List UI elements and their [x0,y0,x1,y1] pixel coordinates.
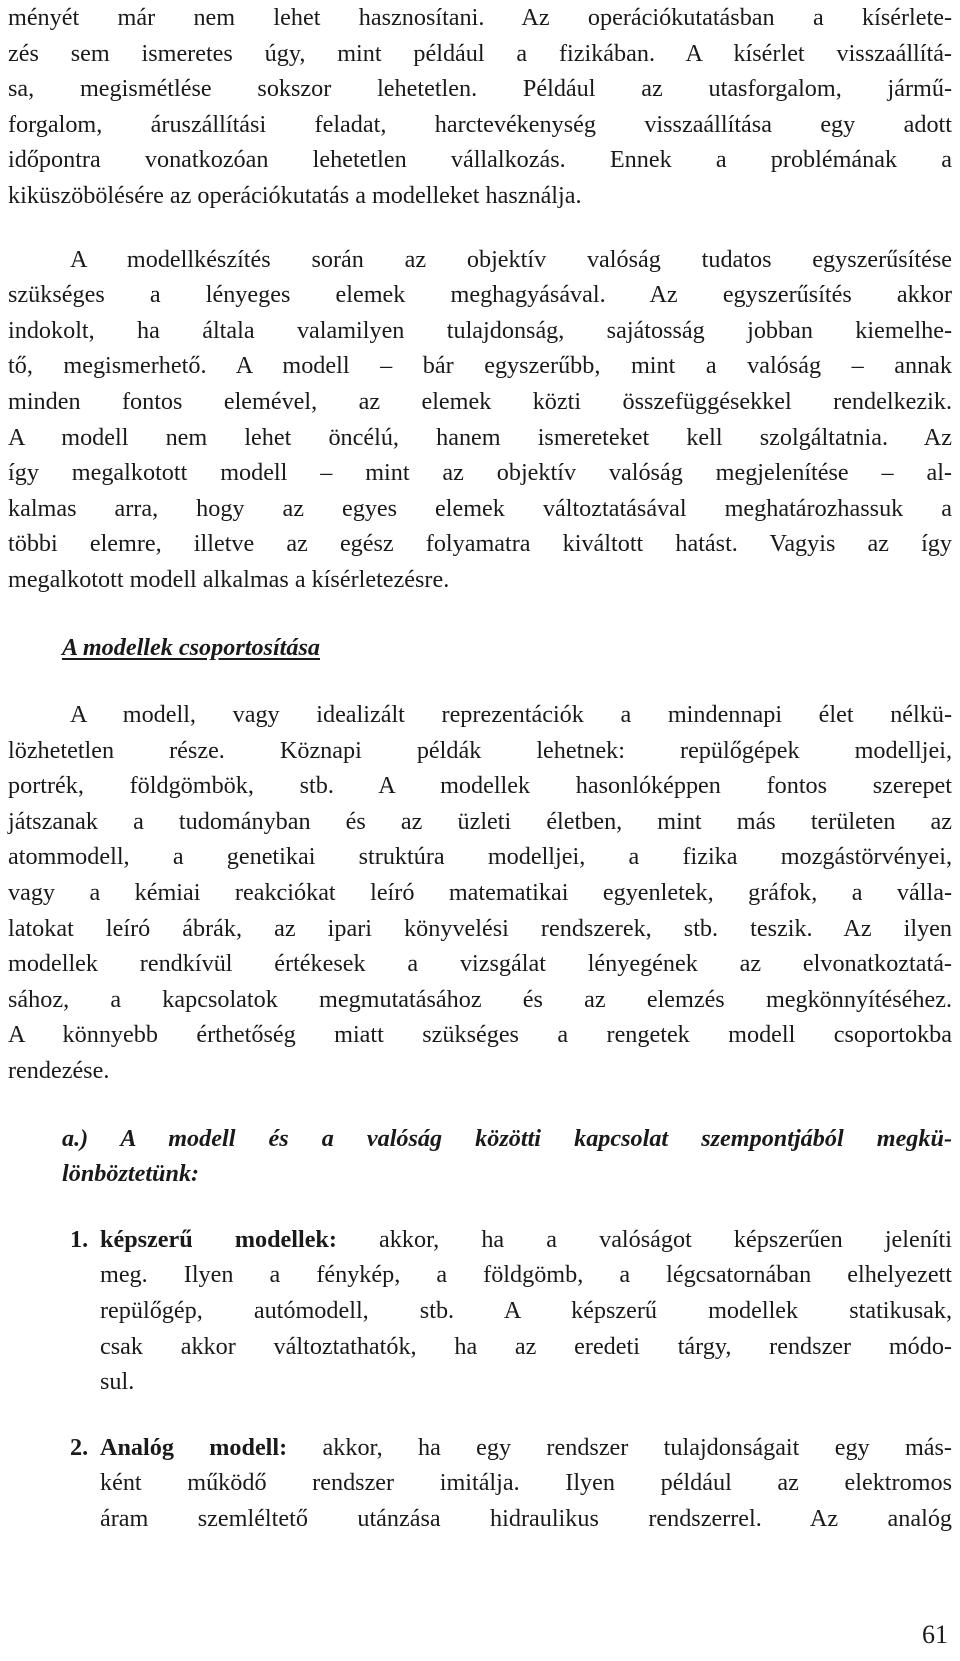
list-item [8,1430,952,1537]
text-line: időpontra vonatkozóan lehetetlen vállalkozás. Ennek a problémának a [8,146,952,174]
section-title: A modellek csoportosítása [62,633,321,661]
text-line [100,1430,952,1466]
text-line: A modell nem lehet öncélú, hanem ismereteket kell szolgáltatnia. Az [8,423,952,451]
paragraph-grouping [8,697,952,1089]
list-term: Analóg modell: [100,1433,288,1461]
text-line: A könnyebb érthetőség miatt szükséges a rengetek modell csoportokba [8,1021,952,1049]
text-line: játszanak a tudományban és az üzleti életben, mint más területen az [8,807,952,835]
text-line: repülőgép, autómodell, stb. A képszerű modellek statikusak, [100,1297,952,1324]
text-line: szükséges a lényeges elemek meghagyásával. Az egyszerűsítés akkor [8,281,952,309]
sub-heading-line: a.) A modell és a valóság közötti kapcsolat szempontjából megkü- [62,1124,952,1152]
list-number: 2. [70,1433,89,1461]
paragraph-intro [8,0,952,214]
text-line: sul. [100,1368,135,1396]
text-line: ként működő rendszer imitálja. Ilyen például az elektromos [100,1469,952,1497]
text-line: atommodell, a genetikai struktúra modelljei, a fizika mozgástörvényei, [8,843,952,871]
list-item [8,1222,952,1400]
list-text: akkor, ha a valóságot képszerűen jeleníti [336,1225,952,1253]
text-line: így megalkotott modell – mint az objektív valóság megjelenítése – al- [8,459,952,487]
text-line: sa, megismétlése sokszor lehetetlen. Például az utasforgalom, jármű- [8,75,952,103]
sub-heading [8,1121,952,1192]
text-line: többi elemre, illetve az egész folyamatra kiváltott hatást. Vagyis az így [8,530,952,558]
text-line: portrék, földgömbök, stb. A modellek hasonlóképpen fontos szerepet [8,772,952,800]
text-line [100,1222,952,1258]
text-line: csak akkor változtathatók, ha az eredeti tárgy, rendszer módo- [100,1332,952,1360]
text-line: kalmas arra, hogy az egyes elemek változtatásával meghatározhassuk a [8,494,952,522]
text-line: A modell, vagy idealizált reprezentációk a mindennapi élet nélkü- [70,701,952,729]
document-page [8,0,952,1537]
text-line: ményét már nem lehet hasznosítani. Az operációkutatásban a kísérlete- [8,4,952,31]
text-line: áram szemléltető utánzása hidraulikus rendszerrel. Az analóg [100,1504,952,1532]
text-line: megalkotott modell alkalmas a kísérletezésre. [8,565,450,593]
text-line: forgalom, áruszállítási feladat, harctevékenység visszaállítása egy adott [8,110,952,138]
text-line: meg. Ilyen a fénykép, a földgömb, a légcsatornában elhelyezett [100,1261,952,1289]
list-text: akkor, ha egy rendszer tulajdonságait egy más- [287,1433,952,1461]
text-line: rendezése. [8,1057,110,1085]
text-line: sához, a kapcsolatok megmutatásához és az elemzés megkönnyítéséhez. [8,985,952,1013]
text-line: tő, megismerhető. A modell – bár egyszerűbb, mint a valóság – annak [8,352,952,380]
text-line: minden fontos elemével, az elemek közti összefüggésekkel rendelkezik. [8,387,952,415]
text-line: kiküszöbölésére az operációkutatás a modelleket használja. [8,181,582,209]
text-line: modellek rendkívül értékesek a vizsgálat lényegének az elvonatkoztatá- [8,950,952,978]
text-line: A modellkészítés során az objektív valóság tudatos egyszerűsítése [70,245,952,273]
text-line: lözhetetlen része. Köznapi példák lehetnek: repülőgépek modelljei, [8,736,952,764]
list-term: képszerű modellek: [100,1225,337,1253]
paragraph-modelling [8,242,952,598]
text-line: indokolt, ha általa valamilyen tulajdonság, sajátosság jobban kiemelhe- [8,316,952,344]
page-number: 61 [922,1620,948,1649]
list-number: 1. [70,1225,89,1253]
sub-heading-line: lönböztetünk: [62,1160,200,1188]
text-line: latokat leíró ábrák, az ipari könyvelési rendszerek, stb. teszik. Az ilyen [8,914,952,942]
text-line: vagy a kémiai reakciókat leíró matematikai egyenletek, gráfok, a válla- [8,879,952,907]
text-line: zés sem ismeretes úgy, mint például a fizikában. A kísérlet visszaállítá- [8,39,952,67]
